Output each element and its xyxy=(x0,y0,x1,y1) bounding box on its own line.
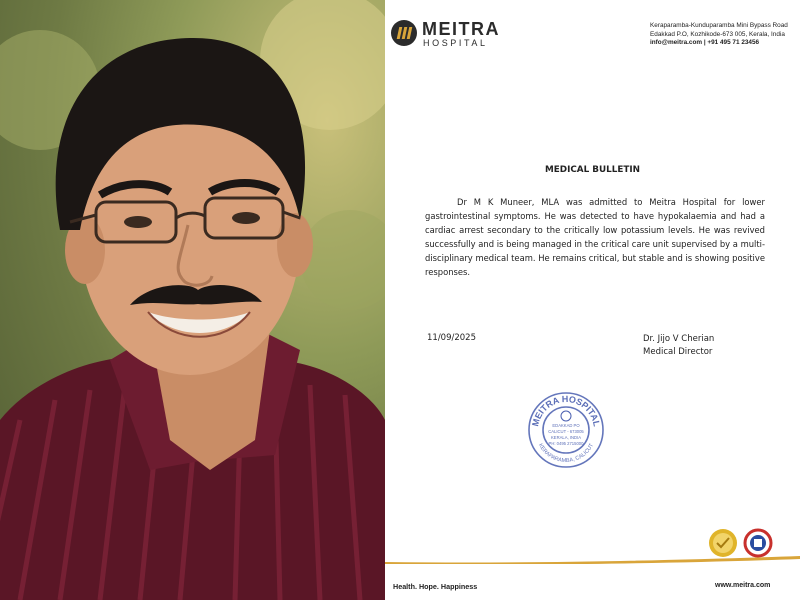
bulletin-body: Dr M K Muneer, MLA was admitted to Meitra Hospital for lower gastrointestinal symptoms. He was detected to have hypokalaemia and had a cardiac arrest secondary to the critically low potassium levels. He was revived successfully and is being managed in the critical care unit supervised by a multi-disciplinary medical team. He remains critical, but stable and is showing positive responses. xyxy=(425,197,765,277)
hospital-subname: HOSPITAL xyxy=(423,38,488,48)
bulletin-date: 11/09/2025 xyxy=(427,333,476,343)
gold-seal-badge-icon xyxy=(709,529,737,557)
svg-text:PH: 0495 2715000: PH: 0495 2715000 xyxy=(548,441,584,446)
person-photo xyxy=(0,0,385,600)
hospital-logo xyxy=(391,18,521,50)
meitra-logo-icon xyxy=(391,20,417,46)
signatory-name: Dr. Jijo V Cherian xyxy=(643,334,715,344)
svg-text:MEITRA HOSPITAL: MEITRA HOSPITAL xyxy=(530,393,602,428)
svg-text:CALICUT - 673005: CALICUT - 673005 xyxy=(548,429,584,434)
nabh-badge-icon xyxy=(745,530,771,556)
contact-line: info@meitra.com | +91 495 71 23456 xyxy=(650,39,760,47)
address-line-2: Edakkad P.O, Kozhikode-673 005, Kerala, India xyxy=(650,30,785,38)
svg-text:KERALA, INDIA: KERALA, INDIA xyxy=(550,435,582,440)
hospital-website: www.meitra.com xyxy=(715,582,771,589)
hospital-name: MEITRA xyxy=(422,19,500,39)
footer-gold-band xyxy=(385,556,800,564)
svg-text:KERAPARAMBA, CALICUT: KERAPARAMBA, CALICUT xyxy=(536,442,596,465)
svg-text:EDAKKAD PO: EDAKKAD PO xyxy=(552,423,580,428)
hospital-seal-stamp xyxy=(526,390,606,475)
hospital-tagline: Health. Hope. Happiness xyxy=(393,582,478,591)
signatory-block xyxy=(643,333,714,359)
hospital-address xyxy=(650,22,800,48)
address-line-1: Keraparamba-Kunduparamba Mini Bypass Road xyxy=(650,22,788,29)
medical-bulletin-document xyxy=(385,0,800,600)
signatory-title: Medical Director xyxy=(643,347,713,357)
bulletin-heading: MEDICAL BULLETIN xyxy=(545,165,640,175)
